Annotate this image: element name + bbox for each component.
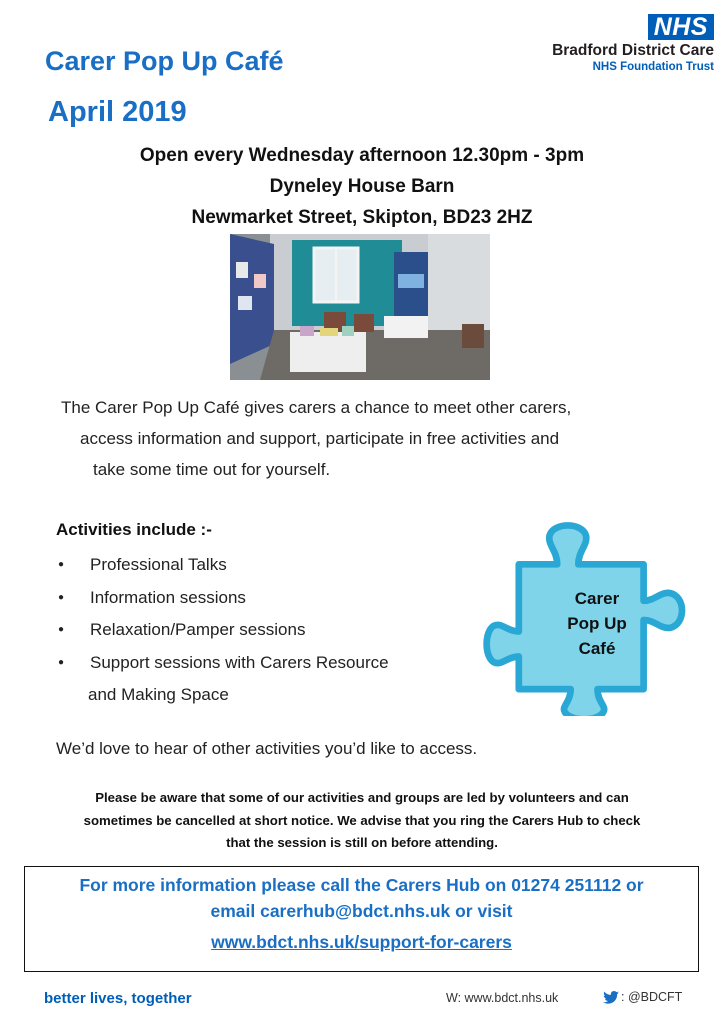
activity-label: Information sessions bbox=[90, 587, 246, 607]
footer-website[interactable]: W: www.bdct.nhs.uk bbox=[446, 991, 559, 1005]
contact-email-line: email carerhub@bdct.nhs.uk or visit bbox=[210, 900, 513, 921]
intro-paragraph bbox=[0, 392, 724, 485]
logo-trust-name: NHS Foundation Trust bbox=[592, 61, 714, 73]
nhs-badge: NHS bbox=[648, 14, 714, 40]
list-item bbox=[56, 614, 389, 647]
bullet-icon: ● bbox=[58, 656, 65, 668]
activity-label: Professional Talks bbox=[90, 555, 227, 574]
event-venue: Dyneley House Barn bbox=[269, 176, 455, 197]
activities-heading: Activities include :- bbox=[56, 520, 212, 539]
event-address: Newmarket Street, Skipton, BD23 2HZ bbox=[191, 207, 533, 228]
bullet-icon: ● bbox=[58, 591, 65, 603]
footer-slogan: better lives, together bbox=[44, 990, 192, 1007]
closing-text: We’d love to hear of other activities you’d like to access. bbox=[56, 739, 478, 758]
nhs-logo bbox=[479, 14, 714, 73]
puzzle-line: Carer bbox=[574, 589, 620, 608]
bullet-icon: ● bbox=[58, 624, 65, 635]
activity-label: Support sessions with Carers Resource bbox=[90, 652, 389, 672]
list-item bbox=[56, 549, 389, 582]
notice-line: that the session is still on before attending. bbox=[226, 835, 498, 850]
notice-line: sometimes be cancelled at short notice. We advise that you ring the Carers Hub to check bbox=[83, 812, 641, 828]
contact-line: For more information please call the Carers Hub on 01274 251112 or bbox=[79, 875, 644, 895]
puzzle-line: Café bbox=[578, 639, 616, 658]
volunteer-notice bbox=[0, 787, 724, 855]
twitter-bird-icon bbox=[603, 991, 619, 1004]
event-time: Open every Wednesday afternoon 12.30pm - 3pm bbox=[139, 145, 585, 166]
venue-photo bbox=[230, 234, 490, 380]
footer-twitter[interactable] bbox=[603, 990, 682, 1004]
intro-line: access information and support, participate in free activities and bbox=[80, 429, 560, 448]
activity-continuation: and Making Space bbox=[88, 685, 229, 704]
intro-line: take some time out for yourself. bbox=[93, 460, 331, 479]
bullet-icon: ● bbox=[58, 559, 65, 570]
twitter-handle: : @BDCFT bbox=[621, 990, 683, 1004]
list-item bbox=[56, 647, 389, 680]
activity-label: Relaxation/Pamper sessions bbox=[90, 620, 306, 639]
activities-list bbox=[56, 549, 389, 679]
carers-support-link[interactable]: www.bdct.nhs.uk/support-for-carers bbox=[211, 932, 512, 952]
notice-line: Please be aware that some of our activities and groups are led by volunteers and can bbox=[95, 790, 629, 805]
page-title: Carer Pop Up Café bbox=[45, 46, 284, 76]
contact-box bbox=[24, 866, 699, 972]
logo-org-name: Bradford District Care bbox=[552, 42, 714, 59]
intro-line: The Carer Pop Up Café gives carers a chance to meet other carers, bbox=[61, 398, 572, 417]
puzzle-line: Pop Up bbox=[567, 614, 627, 633]
event-details bbox=[0, 140, 724, 233]
page-subtitle: April 2019 bbox=[48, 96, 187, 128]
list-item bbox=[56, 582, 389, 615]
puzzle-label bbox=[538, 586, 656, 661]
